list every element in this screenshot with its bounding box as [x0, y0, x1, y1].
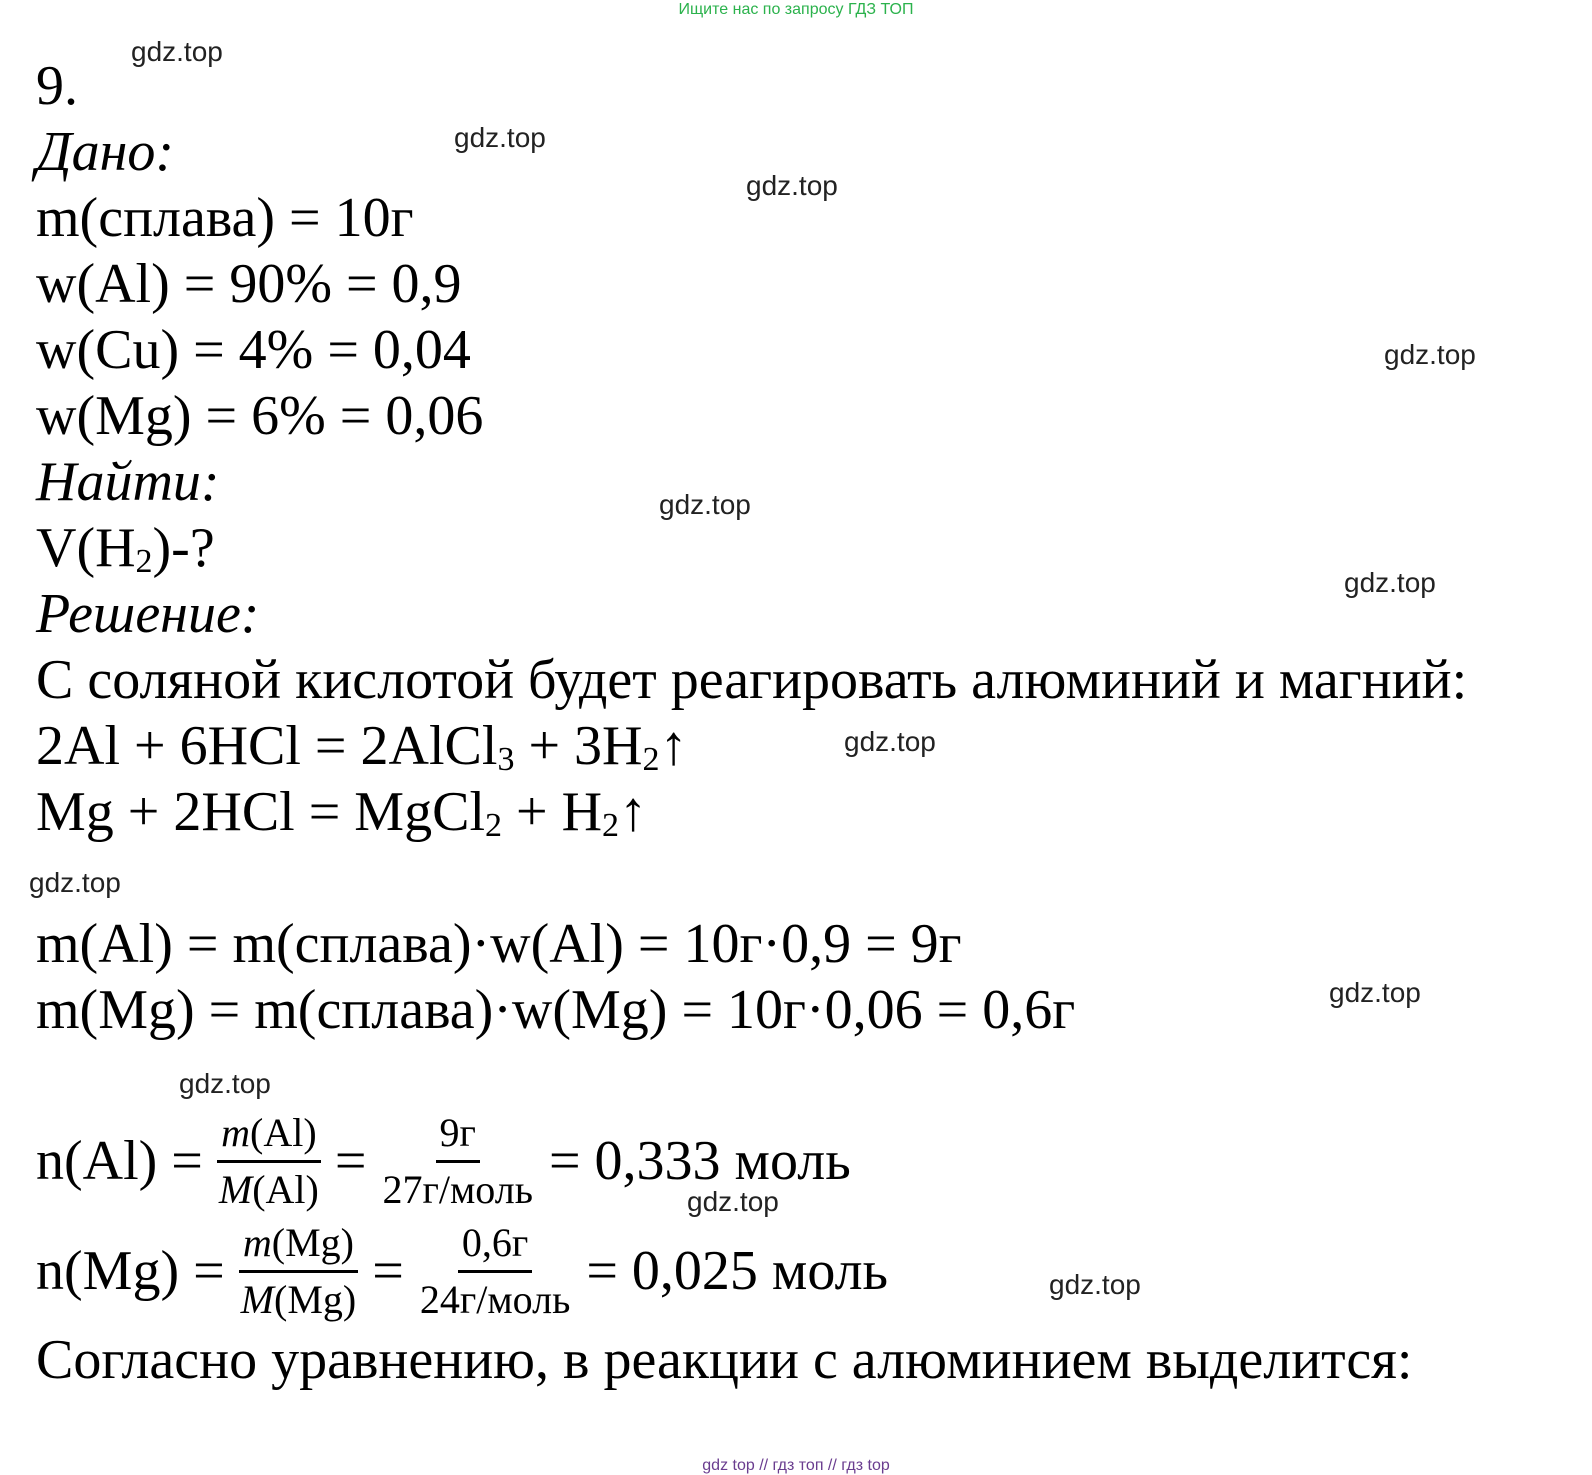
watermark: gdz.top [1384, 339, 1476, 370]
watermark: gdz.top [1329, 977, 1421, 1008]
watermark: gdz.top [131, 36, 223, 67]
given-line: w(Cu) = 4% = 0,04 [36, 319, 471, 381]
watermark: gdz.top [29, 867, 121, 898]
given-heading: Дано: [36, 121, 175, 183]
mass-mg-line: m(Mg) = m(сплава)·w(Mg) = 10г·0,06 = 0,6г [36, 979, 1076, 1041]
task-number: 9. [36, 55, 78, 117]
fraction: $\frac{m(Mg)}{M(Mg)}$ [237, 1216, 361, 1327]
watermark: gdz.top [179, 1068, 271, 1099]
reaction-equation: 2Al + 6HCl = 2AlCl3 + 3H2↑ [36, 715, 688, 778]
given-line: w(Al) = 90% = 0,9 [36, 253, 462, 315]
reaction-equation: Mg + 2HCl = MgCl2 + H2↑ [36, 781, 648, 844]
watermark: gdz.top [659, 489, 751, 520]
top-banner[interactable]: Ищите нас по запросу ГДЗ ТОП [678, 1, 914, 18]
solution-heading: Решение: [36, 583, 260, 645]
fraction: $\frac{9г}{\text{27г/моль}}$ [378, 1106, 537, 1217]
watermark: gdz.top [454, 122, 546, 153]
solution-intro: С соляной кислотой будет реагировать алюминий и магний: [36, 649, 1468, 711]
fraction: $\frac{m(Al)}{M(Al)}$ [215, 1106, 323, 1217]
watermark: gdz.top [746, 170, 838, 201]
find-heading: Найти: [36, 451, 220, 513]
mass-al-line: m(Al) = m(сплава)·w(Al) = 10г·0,9 = 9г [36, 913, 962, 975]
fraction: $\frac{0,6г}{\text{24г/моль}}$ [416, 1216, 575, 1327]
watermark: gdz.top [1344, 567, 1436, 598]
given-line: m(сплава) = 10г [36, 187, 414, 249]
footer-links[interactable]: gdz top // гдз топ // гдз top [702, 1457, 890, 1474]
given-line: w(Mg) = 6% = 0,06 [36, 385, 484, 447]
moles-al-formula: n(Al) = $\frac{m(Al)}{M(Al)}$ = $\frac{9г}{\text{27г/моль}}$ = 0,333 моль [36, 1096, 851, 1226]
moles-mg-formula: n(Mg) = $\frac{m(Mg)}{M(Mg)}$ = $\frac{0,6г}{\text{24г/моль}}$ = 0,025 моль [36, 1206, 888, 1336]
watermark: gdz.top [687, 1186, 779, 1217]
find-line: V(H2)-? [36, 517, 215, 580]
watermark: gdz.top [1049, 1269, 1141, 1300]
conclusion-line: Согласно уравнению, в реакции с алюминием выделится: [36, 1329, 1413, 1391]
watermark: gdz.top [844, 726, 936, 757]
